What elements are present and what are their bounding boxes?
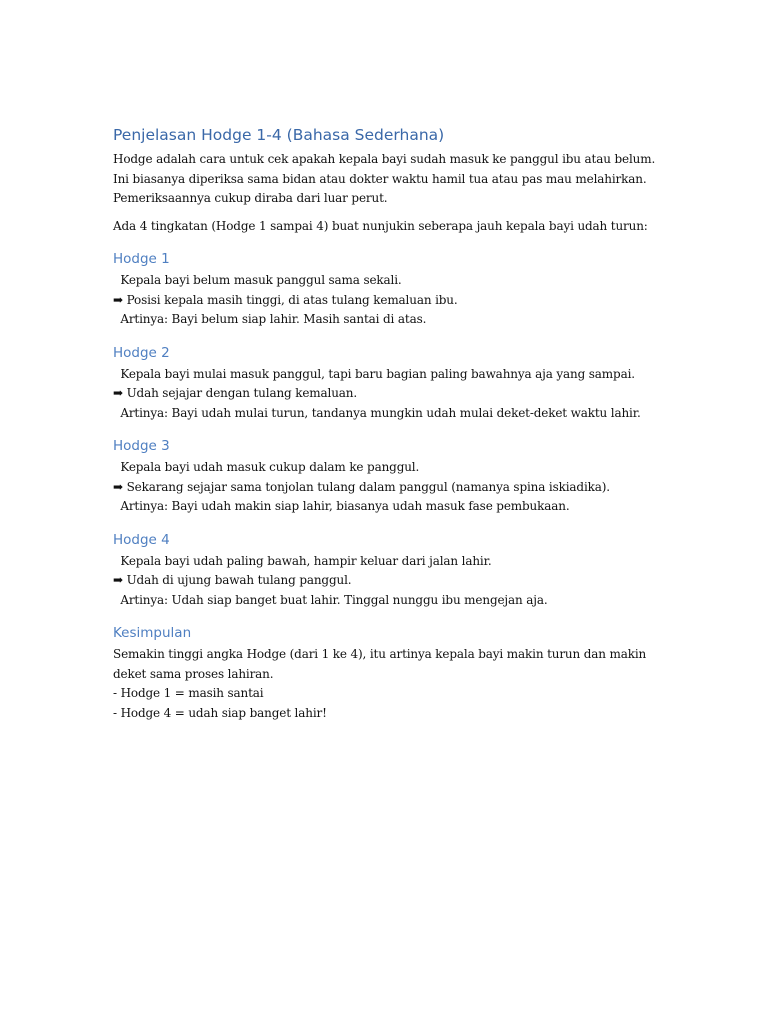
section-conclusion <box>113 623 673 723</box>
section-line: Artinya: Bayi belum siap lahir. Masih santai di atas. <box>113 312 427 326</box>
section-line: ➡ Udah di ujung bawah tulang panggul. <box>113 573 352 587</box>
section-heading: Hodge 2 <box>113 344 170 361</box>
document-title: Penjelasan Hodge 1-4 (Bahasa Sederhana) <box>113 126 445 144</box>
conclusion-line: - Hodge 4 = udah siap banget lahir! <box>113 705 327 720</box>
conclusion-line: deket sama proses lahiran. <box>113 666 274 681</box>
conclusion-line: Semakin tinggi angka Hodge (dari 1 ke 4), itu artinya kepala bayi makin turun dan makin <box>113 647 647 661</box>
section-heading: Kesimpulan <box>113 625 192 641</box>
section-hodge-2 <box>113 343 673 424</box>
section-heading: Hodge 1 <box>113 251 170 267</box>
section-line: ➡ Sekarang sejajar sama tonjolan tulang dalam panggul (namanya spina iskiadika). <box>113 479 610 494</box>
section-heading: Hodge 4 <box>113 531 170 548</box>
conclusion-line: - Hodge 1 = masih santai <box>113 686 264 700</box>
section-line: Kepala bayi belum masuk panggul sama sekali. <box>113 273 402 287</box>
section-line: Artinya: Bayi udah mulai turun, tandanya mungkin udah mulai deket-deket waktu lahir. <box>113 405 641 420</box>
section-line: Kepala bayi udah paling bawah, hampir keluar dari jalan lahir. <box>113 553 492 568</box>
document-body <box>113 124 673 723</box>
lead-paragraph: Ada 4 tingkatan (Hodge 1 sampai 4) buat nunjukin seberapa jauh kepala bayi udah turun: <box>113 218 648 233</box>
section-line: Artinya: Udah siap banget buat lahir. Tinggal nunggu ibu mengejan aja. <box>113 592 548 607</box>
intro-line: Ini biasanya diperiksa sama bidan atau dokter waktu hamil tua atau pas mau melahirkan. <box>113 171 647 186</box>
section-line: Kepala bayi udah masuk cukup dalam ke panggul. <box>113 460 420 474</box>
intro-line: Pemeriksaannya cukup diraba dari luar perut. <box>113 191 388 205</box>
section-line: ➡ Udah sejajar dengan tulang kemaluan. <box>113 386 358 400</box>
section-line: ➡ Posisi kepala masih tinggi, di atas tulang kemaluan ibu. <box>113 292 458 307</box>
section-hodge-4 <box>113 530 673 611</box>
intro-line: Hodge adalah cara untuk cek apakah kepala bayi sudah masuk ke panggul ibu atau belum. <box>113 152 656 166</box>
section-hodge-3 <box>113 436 673 517</box>
section-hodge-1 <box>113 249 673 330</box>
section-line: Artinya: Bayi udah makin siap lahir, biasanya udah masuk fase pembukaan. <box>113 499 570 513</box>
section-line: Kepala bayi mulai masuk panggul, tapi baru bagian paling bawahnya aja yang sampai. <box>113 366 635 381</box>
section-heading: Hodge 3 <box>113 438 170 454</box>
